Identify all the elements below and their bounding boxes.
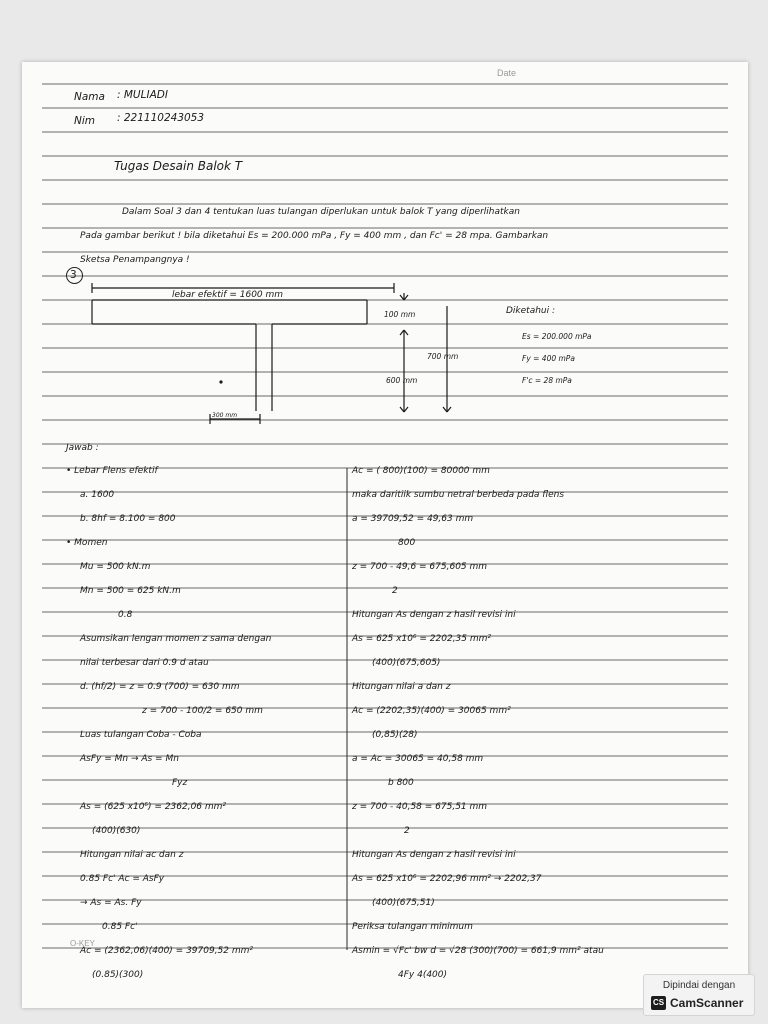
answer-label: Jawab :	[66, 443, 99, 453]
flange-thickness-label: 100 mm	[384, 310, 416, 319]
camscanner-brand: CamScanner	[670, 996, 744, 1010]
working-line: • Lebar Flens efektif	[66, 466, 158, 476]
given-fc: F'c = 28 mPa	[522, 376, 572, 385]
working-line: z = 700 - 40,58 = 675,51 mm	[352, 802, 488, 812]
t-beam-sketch	[22, 62, 748, 1008]
working-line: maka daritiik sumbu netral berbeda pada flens	[352, 490, 565, 500]
working-line: Hitungan nilai ac dan z	[80, 850, 184, 860]
working-line: nilai terbesar dari 0.9 d atau	[80, 658, 209, 668]
working-line: AsFy = Mn → As = Mn	[80, 754, 179, 764]
working-line: Mu = 500 kN.m	[80, 562, 151, 572]
working-line: b 800	[388, 778, 414, 788]
name-value: : MULIADI	[117, 89, 168, 101]
working-line: Mn = 500 = 625 kN.m	[80, 586, 181, 596]
working-line: b. 8hf = 8.100 = 800	[80, 514, 176, 524]
assignment-title: Tugas Desain Balok T	[114, 159, 243, 173]
web-width-label: 300 mm	[212, 412, 238, 419]
working-line: a. 1600	[80, 490, 115, 500]
working-line: Ac = ( 800)(100) = 80000 mm	[352, 466, 490, 476]
name-label: Nama	[74, 91, 105, 103]
working-line: a = 39709,52 = 49,63 mm	[352, 514, 474, 524]
working-line: Periksa tulangan minimum	[352, 922, 473, 932]
working-line: → As = As. Fy	[80, 898, 142, 908]
nim-label: Nim	[74, 115, 95, 127]
camscanner-logo-icon: CS	[651, 996, 666, 1010]
working-line: (0,85)(28)	[372, 730, 418, 740]
scanned-by-label: Dipindai dengan	[662, 980, 736, 991]
working-line: (0.85)(300)	[92, 970, 144, 980]
working-line: Asumsikan lengan momen z sama dengan	[80, 634, 272, 644]
web-height-label: 600 mm	[386, 376, 418, 385]
working-line: d. (hf/2) = z = 0.9 (700) = 630 mm	[80, 682, 240, 692]
working-line: Ac = (2362,06)(400) = 39709,52 mm²	[80, 946, 254, 956]
working-line: Hitungan nilai a dan z	[352, 682, 451, 692]
working-line: Hitungan As dengan z hasil revisi ini	[352, 850, 516, 860]
working-line: 4Fy 4(400)	[398, 970, 448, 980]
working-line: Ac = (2202,35)(400) = 30065 mm²	[352, 706, 511, 716]
footer-text: O-KEY	[70, 939, 95, 948]
working-line: z = 700 - 100/2 = 650 mm	[142, 706, 263, 716]
working-line: a = Ac = 30065 = 40,58 mm	[352, 754, 484, 764]
total-height-label: 700 mm	[427, 352, 459, 361]
flange-width-label: lebar efektif = 1600 mm	[172, 290, 284, 300]
working-line: As = (625 x10⁶) = 2362,06 mm²	[80, 802, 227, 812]
nim-value: : 221110243053	[117, 112, 205, 124]
working-line: 0.8	[118, 610, 133, 620]
instruction-line: Pada gambar berikut ! bila diketahui Es = 200.000 mPa , Fy = 400 mm , dan Fc' = 28 mpa. Gambarkan	[80, 231, 549, 241]
working-line: Fyz	[172, 778, 188, 788]
scanned-page	[22, 62, 748, 1008]
working-line: z = 700 - 49,6 = 675,605 mm	[352, 562, 488, 572]
working-line: • Momen	[66, 538, 108, 548]
instruction-line: Dalam Soal 3 dan 4 tentukan luas tulangan diperlukan untuk balok T yang diperlihatkan	[122, 207, 520, 217]
working-line: As = 625 x10⁶ = 2202,96 mm² → 2202,37	[352, 874, 542, 884]
given-title: Diketahui :	[506, 306, 556, 316]
working-line: (400)(675,51)	[372, 898, 435, 908]
working-line: 2	[392, 586, 398, 596]
working-line: Luas tulangan Coba - Coba	[80, 730, 202, 740]
camscanner-badge	[643, 974, 755, 1016]
working-line: 800	[398, 538, 416, 548]
given-es: Es = 200.000 mPa	[522, 332, 592, 341]
working-line: 0.85 Fc'	[102, 922, 138, 932]
working-line: Hitungan As dengan z hasil revisi ini	[352, 610, 516, 620]
problem-number: 3	[70, 269, 77, 281]
working-line: 0.85 Fc' Ac = AsFy	[80, 874, 165, 884]
working-line: (400)(630)	[92, 826, 141, 836]
working-line: (400)(675,605)	[372, 658, 441, 668]
given-fy: Fy = 400 mPa	[522, 354, 575, 363]
instruction-line: Sketsa Penampangnya !	[80, 255, 190, 265]
working-line: As = 625 x10⁶ = 2202,35 mm²	[352, 634, 492, 644]
working-line: 2	[404, 826, 410, 836]
working-line: Asmin = √Fc' bw d = √28 (300)(700) = 661,9 mm² atau	[352, 946, 604, 956]
date-label: Date	[497, 68, 517, 78]
